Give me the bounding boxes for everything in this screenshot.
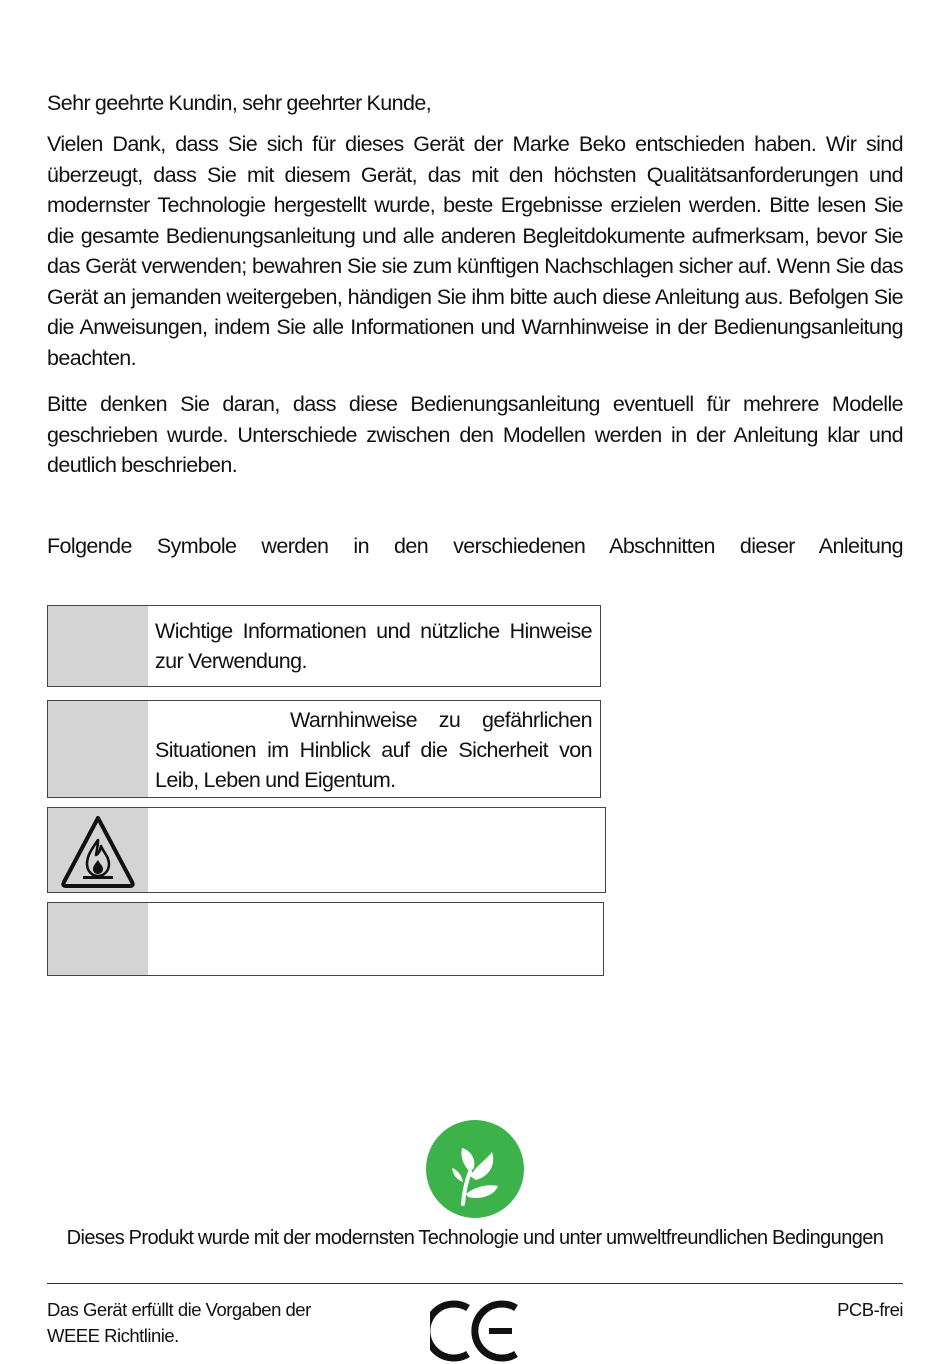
warning-icon-area: [48, 701, 148, 797]
symbols-intro: Folgende Symbole werden in den verschiedenen Abschnitten dieser Anleitung: [47, 534, 903, 558]
info-symbol-text: Wichtige Informationen und nützliche Hinweise zur Verwendung.: [155, 619, 592, 673]
weee-line-2: WEEE Richtlinie.: [47, 1325, 179, 1346]
pcb-free-label: PCB-frei: [837, 1299, 903, 1320]
info-icon-area: [48, 606, 148, 686]
fire-icon-area: [48, 808, 148, 892]
leaf-icon: [426, 1120, 524, 1218]
footer-divider: [47, 1283, 903, 1284]
models-note: Bitte denken Sie daran, dass diese Bedienungsanleitung eventuell für mehrere Modelle geschrieben wurde. Unterschiede zwischen den Modellen werden in der Anleitung klar und deutlich beschrieben.: [47, 392, 903, 477]
eco-statement: Dieses Produkt wurde mit der modernsten Technologie und unter umweltfreundlichen Bedingungen: [66, 1227, 884, 1249]
ce-mark-icon: [430, 1300, 522, 1362]
intro-paragraph: Vielen Dank, dass Sie sich für dieses Gerät der Marke Beko entschieden haben. Wir sind überzeugt, dass Sie mit diesem Gerät, das mit den höchsten Qualitätsanforderungen und modernster Technologie hergestellt wurde, beste Ergebnisse erzielen werden. Bitte lesen Sie die gesamte Bedienungsanleitung und alle anderen Begleitdokumente aufmerksam, bevor Sie das Gerät verwenden; bewahren Sie sie zum künftigen Nachschlagen sicher auf. Wenn Sie das Gerät an jemanden weitergeben, händigen Sie ihm bitte auch diese Anleitung aus. Befolgen Sie die Anweisungen, indem Sie alle Informationen und Warnhinweise in der Bedienungsanleitung beachten.: [47, 132, 903, 370]
blank-icon-area: [48, 903, 148, 975]
fire-symbol-box: [47, 807, 606, 893]
blank-symbol-box: [47, 902, 604, 976]
greeting: Sehr geehrte Kundin, sehr geehrter Kunde,: [47, 91, 432, 115]
weee-line-1: Das Gerät erfüllt die Vorgaben der: [47, 1299, 311, 1320]
warning-symbol-text: Warnhinweise zu gefährlichen Situationen im Hinblick auf die Sicherheit von Leib, Leben und Eigentum.: [155, 708, 592, 792]
warning-symbol-box: [47, 700, 601, 798]
eco-badge: [426, 1120, 524, 1218]
weee-notice: [47, 1297, 367, 1349]
flammable-warning-icon: [48, 808, 148, 894]
info-symbol-box: [47, 605, 601, 687]
